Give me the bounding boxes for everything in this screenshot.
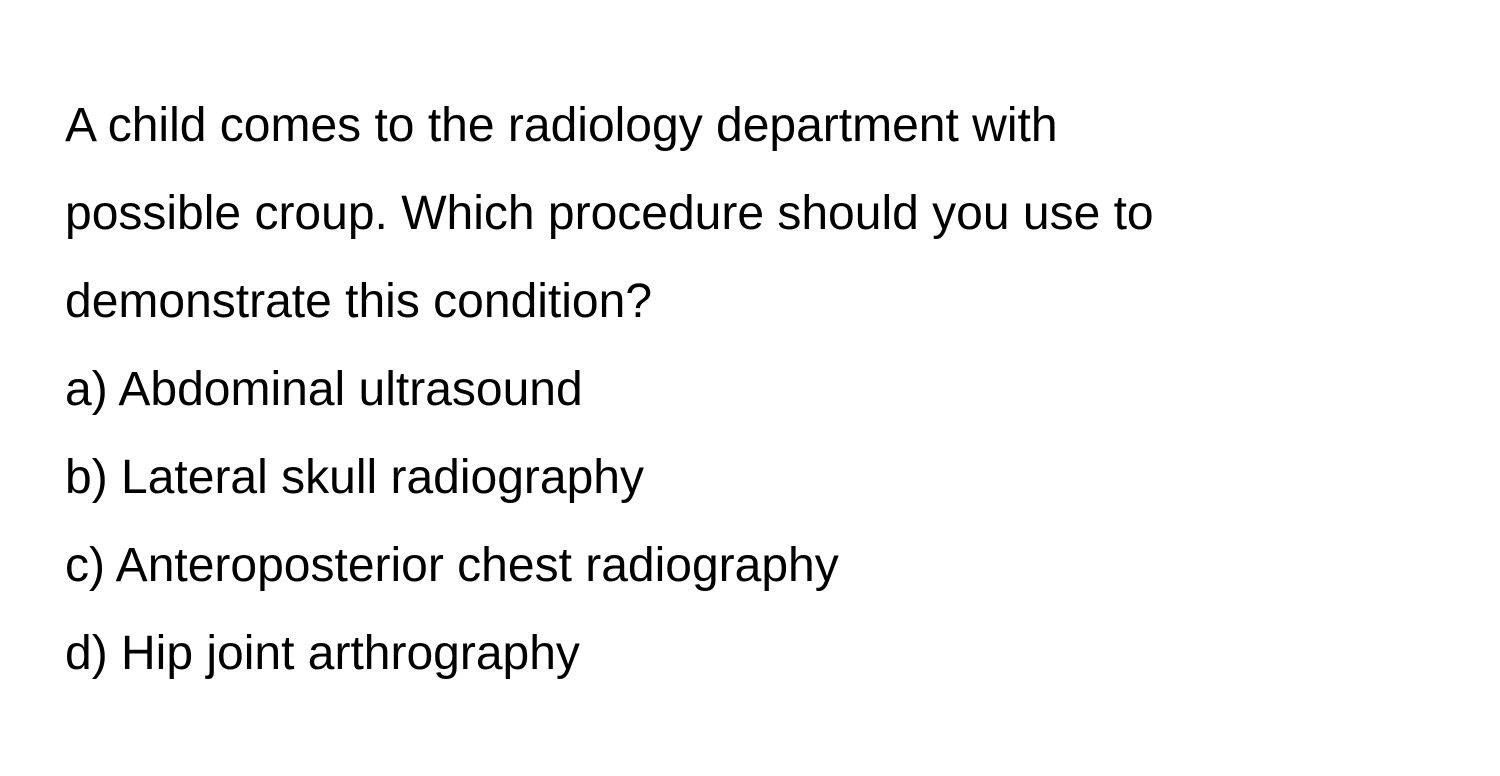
option-a: a) Abdominal ultrasound: [65, 363, 583, 416]
option-d: d) Hip joint arthrography: [65, 627, 580, 680]
question-line: demonstrate this condition?: [65, 275, 653, 328]
option-b: b) Lateral skull radiography: [65, 451, 644, 504]
question-line: possible croup. Which procedure should you use to: [65, 187, 1154, 240]
question-block: [65, 82, 1465, 698]
answer-options: [65, 346, 1465, 698]
option-c: c) Anteroposterior chest radiography: [65, 539, 839, 592]
question-text: [65, 82, 1465, 346]
question-line: A child comes to the radiology department with: [65, 99, 1058, 152]
